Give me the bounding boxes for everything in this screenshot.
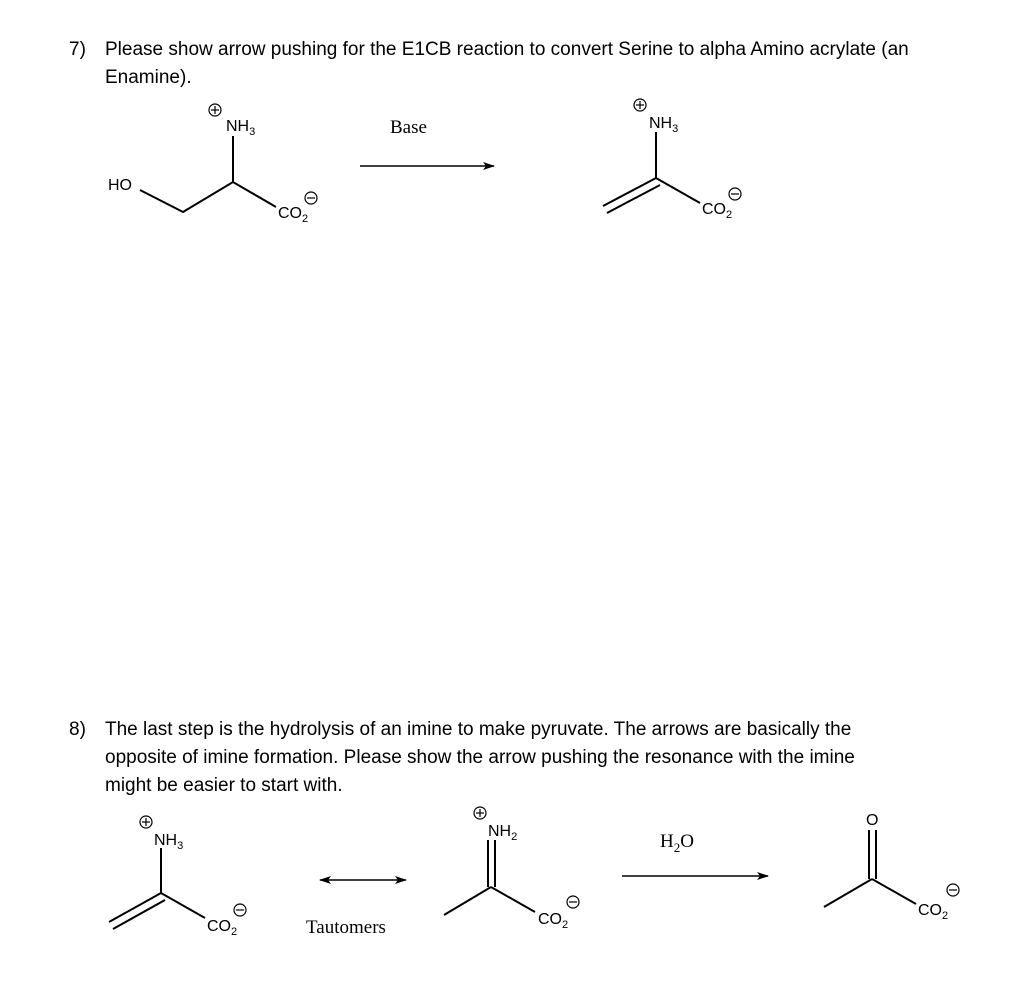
tautomers-label: Tautomers xyxy=(306,917,386,938)
minus-charge-icon xyxy=(234,904,246,916)
ketone-oxygen-label: O xyxy=(866,812,879,829)
enamine-structure xyxy=(109,816,246,938)
plus-charge-icon xyxy=(209,104,221,116)
ammonium-label: $NH_3$ xyxy=(649,115,679,135)
amino-acrylate-structure xyxy=(603,99,741,221)
hydroxyl-label: HO xyxy=(108,177,132,194)
minus-charge-icon xyxy=(567,896,579,908)
iminium-label: $NH_2$ xyxy=(488,823,518,843)
plus-charge-icon xyxy=(634,99,646,111)
question-8-line: might be easier to start with. xyxy=(105,775,343,796)
plus-charge-icon xyxy=(140,816,152,828)
minus-charge-icon xyxy=(729,188,741,200)
carboxylate-bond xyxy=(161,893,205,918)
plus-charge-icon xyxy=(474,807,486,819)
pyruvate-structure xyxy=(824,812,959,922)
q7-reagent-label: Base xyxy=(390,117,427,138)
question-7-line: Enamine). xyxy=(105,67,192,88)
carboxylate-label: $CO_2$ xyxy=(538,911,569,931)
minus-charge-icon xyxy=(305,192,317,204)
carboxylate-label: $CO_2$ xyxy=(918,902,949,922)
question-8-number: 8) xyxy=(69,719,86,740)
methyl-bond xyxy=(824,879,872,907)
question-8-line: opposite of imine formation. Please show the arrow pushing the resonance with the imine xyxy=(105,747,855,768)
carboxylate-bond xyxy=(491,887,535,912)
methyl-bond xyxy=(444,887,491,915)
ammonium-label: $NH_3$ xyxy=(154,832,184,852)
serine-carbon-chain xyxy=(140,182,276,212)
carboxylate-bond xyxy=(656,178,700,203)
question-7-number: 7) xyxy=(69,39,86,60)
serine-structure xyxy=(108,104,317,225)
minus-charge-icon xyxy=(947,884,959,896)
ammonium-label: $NH_3$ xyxy=(226,118,256,138)
question-7-line: Please show arrow pushing for the E1CB reaction to convert Serine to alpha Amino acrylate (an xyxy=(105,39,909,60)
carboxylate-bond xyxy=(872,879,916,904)
water-reagent-label: $H_2O$ xyxy=(660,831,694,855)
iminium-structure xyxy=(444,807,579,931)
carboxylate-label: $CO_2$ xyxy=(278,205,309,225)
carboxylate-label: $CO_2$ xyxy=(207,918,238,938)
carboxylate-label: $CO_2$ xyxy=(702,201,733,221)
question-8-line: The last step is the hydrolysis of an imine to make pyruvate. The arrows are basically the xyxy=(105,719,852,740)
